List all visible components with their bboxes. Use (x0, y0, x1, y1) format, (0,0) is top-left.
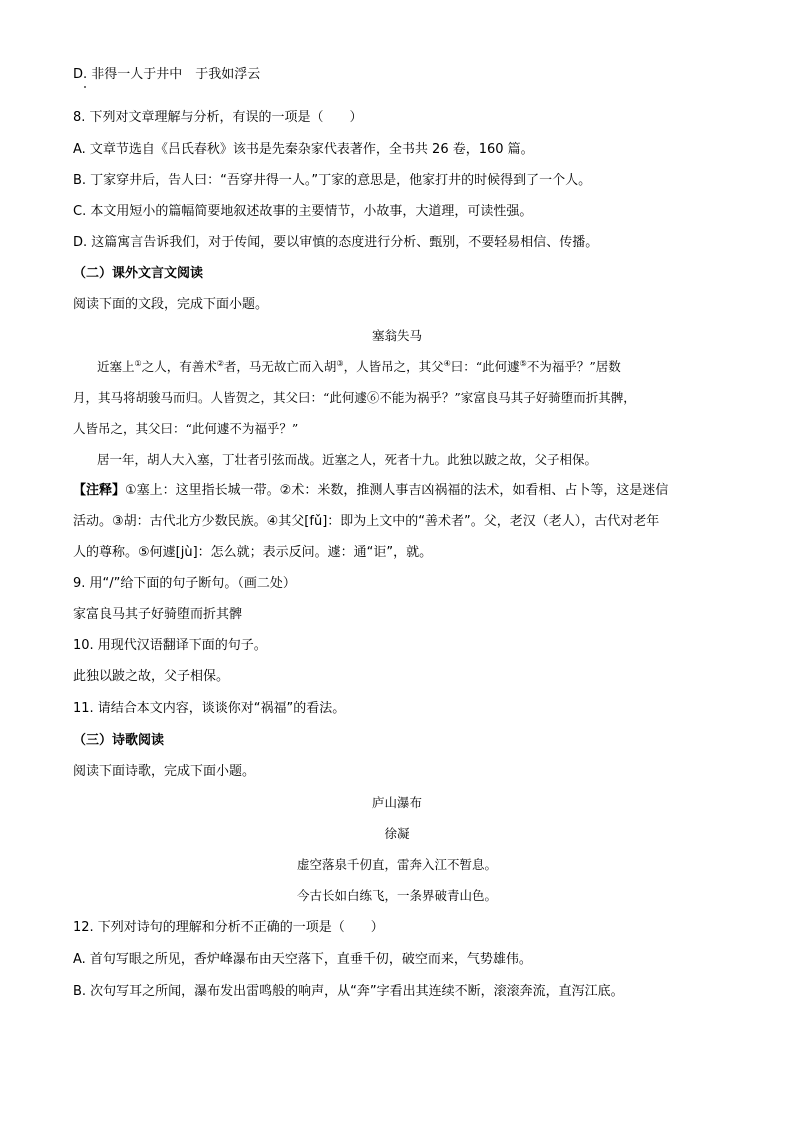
note-line3: 人的尊称。⑤何遽[jù]：怎么就；表示反问。遽：通“讵”，就。 (73, 545, 433, 560)
q8-option-a: A. 文章节选自《吕氏春秋》该书是先秦杂家代表著作，全书共 26 卷，160 篇。 (73, 142, 534, 157)
section3-instruction: 阅读下面诗歌，完成下面小题。 (73, 764, 256, 779)
poem-line2: 今古长如白练飞，一条界破青山色。 (296, 888, 497, 903)
passage-title: 塞翁失马 (371, 328, 422, 343)
poem-line1: 虚空落泉千仞直，雷奔入江不暂息。 (296, 857, 497, 872)
note-label: 【注释】 (73, 483, 126, 498)
note-line1: 【注释】①塞上：这里指长城一带。②术：米数，推测人事吉凶祸福的法术，如看相、占卜等，这是迷信 (73, 483, 669, 498)
stray-mark (84, 86, 86, 88)
section2-instruction: 阅读下面的文段，完成下面小题。 (73, 297, 269, 312)
q12-option-a: A. 首句写眼之所见，香炉峰瀑布由天空落下，直垂千仞，破空而来，气势雄伟。 (73, 952, 532, 967)
q12-stem: 12. 下列对诗句的理解和分析不正确的一项是（ ） (73, 920, 384, 935)
q8-option-d: D. 这篇寓言告诉我们，对于传闻，要以审慎的态度进行分析、甄别，不要轻易相信、传播。 (73, 235, 599, 250)
q9-text: 家富良马其子好骑堕而折其髀 (73, 607, 243, 622)
passage-p1-line1: 近塞上①之人，有善术②者，马无故亡而入胡③，人皆吊之，其父④曰：“此何遽⑤不为福乎？”居数 (97, 358, 621, 374)
poem-author: 徐凝 (384, 826, 410, 841)
q8-option-c: C. 本文用短小的篇幅简要地叙述故事的主要情节，小故事，大道理，可读性强。 (73, 204, 533, 219)
passage-p1-line2: 月，其马将胡骏马而归。人皆贺之，其父曰：“此何遽⑥不能为祸乎？”家富良马其子好骑堕而折其髀， (73, 390, 636, 405)
poem-title: 庐山瀑布 (371, 795, 422, 810)
q7-option-d: D. 非得一人于井中 于我如浮云 (73, 67, 261, 82)
q10-stem: 10. 用现代汉语翻译下面的句子。 (73, 638, 267, 653)
passage-p2: 居一年，胡人大入塞，丁壮者引弦而战。近塞之人，死者十九。此独以跛之故，父子相保。 (97, 452, 598, 467)
section2-heading: （二）课外文言文阅读 (73, 266, 204, 281)
section3-heading: （三）诗歌阅读 (73, 733, 165, 748)
q9-stem: 9. 用“/”给下面的句子断句。（画二处） (73, 576, 296, 591)
q12-option-b: B. 次句写耳之所闻，瀑布发出雷鸣般的响声，从“奔”字看出其连续不断，滚滚奔流，直泻江底。 (73, 984, 624, 999)
note-line2: 活动。③胡：古代北方少数民族。④其父[fǔ]：即为上文中的“善术者”。父，老汉（老人），古代对老年 (73, 514, 660, 529)
passage-p1-line3: 人皆吊之，其父曰：“此何遽不为福乎？” (73, 421, 299, 436)
q10-text: 此独以跛之故，父子相保。 (73, 669, 230, 684)
q8-option-b: B. 丁家穿井后，告人曰：“吾穿井得一人。”丁家的意思是，他家打井的时候得到了一个人。 (73, 173, 592, 188)
q11-stem: 11. 请结合本文内容，谈谈你对“祸福”的看法。 (73, 701, 346, 716)
q8-stem: 8. 下列对文章理解与分析，有误的一项是（ ） (73, 110, 363, 125)
